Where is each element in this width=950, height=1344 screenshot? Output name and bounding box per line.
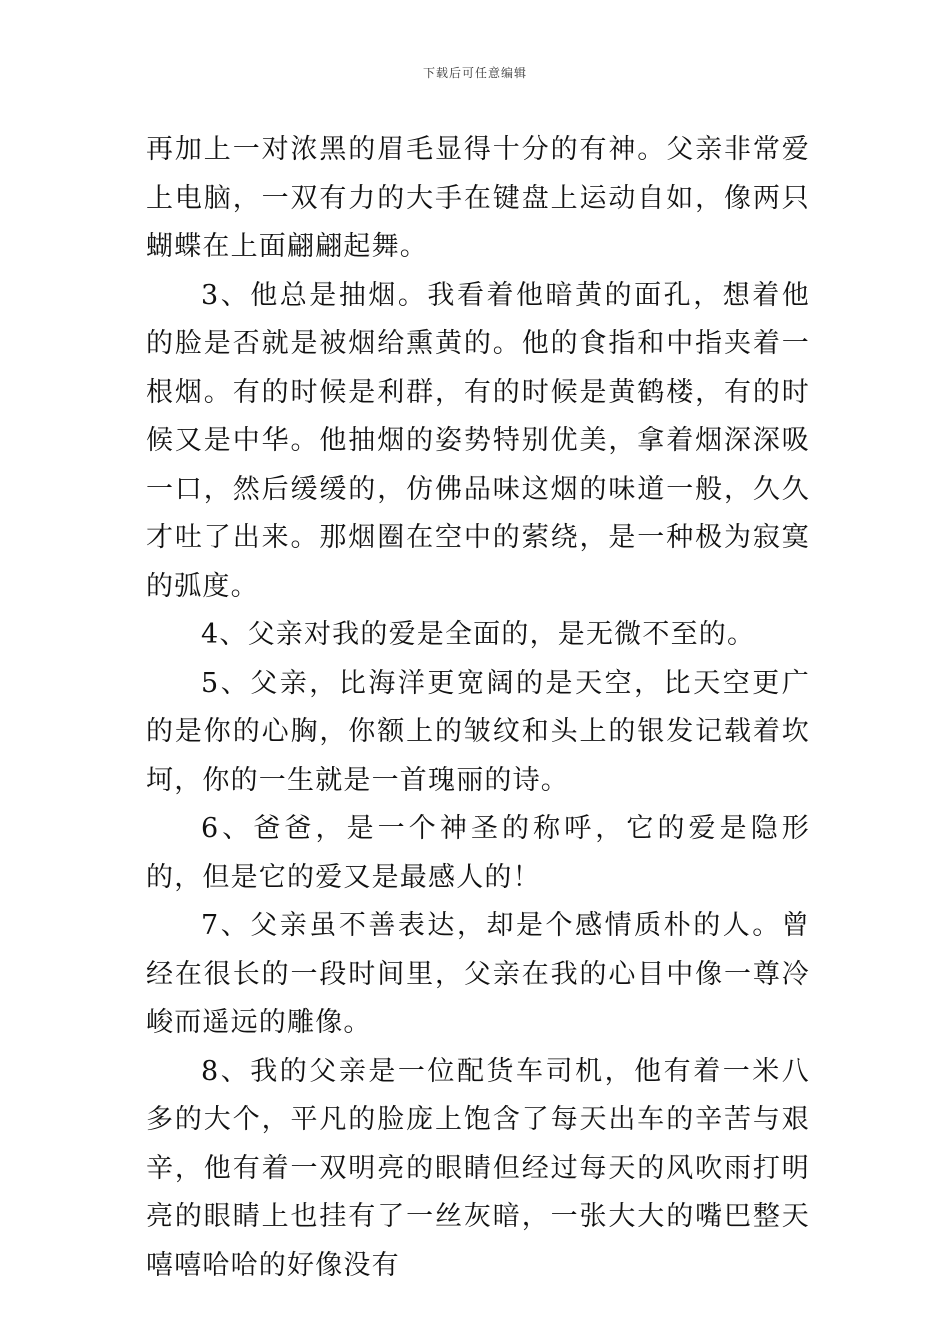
paragraph-item-6: 6、爸爸，是一个神圣的称呼，它的爱是隐形的，但是它的爱又是最感人的！ [146, 813, 810, 893]
document-body [146, 126, 810, 1290]
paragraph-item-8: 8、我的父亲是一位配货车司机，他有着一米八多的大个，平凡的脸庞上饱含了每天出车的辛苦与艰辛，他有着一双明亮的眼睛但经过每天的风吹雨打明亮的眼睛上也挂有了一丝灰暗，一张大大的嘴巴整天嘻嘻哈哈的好像没有 [146, 1055, 810, 1281]
paragraph-item-3: 3、他总是抽烟。我看着他暗黄的面孔，想着他的脸是否就是被烟给熏黄的。他的食指和中指夹着一根烟。有的时候是利群，有的时候是黄鹤楼，有的时候又是中华。他抽烟的姿势特别优美，拿着烟深深吸一口，然后缓缓的，仿佛品味这烟的味道一般，久久才吐了出来。那烟圈在空中的萦绕，是一种极为寂寞的弧度。 [146, 279, 810, 602]
paragraph-item-5: 5、父亲，比海洋更宽阔的是天空，比天空更广的是你的心胸，你额上的皱纹和头上的银发记载着坎坷，你的一生就是一首瑰丽的诗。 [146, 667, 810, 796]
page-header: 下载后可任意编辑 [422, 66, 527, 80]
paragraph-item-7: 7、父亲虽不善表达，却是个感情质朴的人。曾经在很长的一段时间里，父亲在我的心目中像一尊冷峻而遥远的雕像。 [146, 910, 810, 1038]
paragraph-continuation: 再加上一对浓黑的眉毛显得十分的有神。父亲非常爱上电脑，一双有力的大手在键盘上运动自如，像两只蝴蝶在上面翩翩起舞。 [146, 134, 810, 262]
paragraph-item-4: 4、父亲对我的爱是全面的，是无微不至的。 [201, 619, 756, 650]
